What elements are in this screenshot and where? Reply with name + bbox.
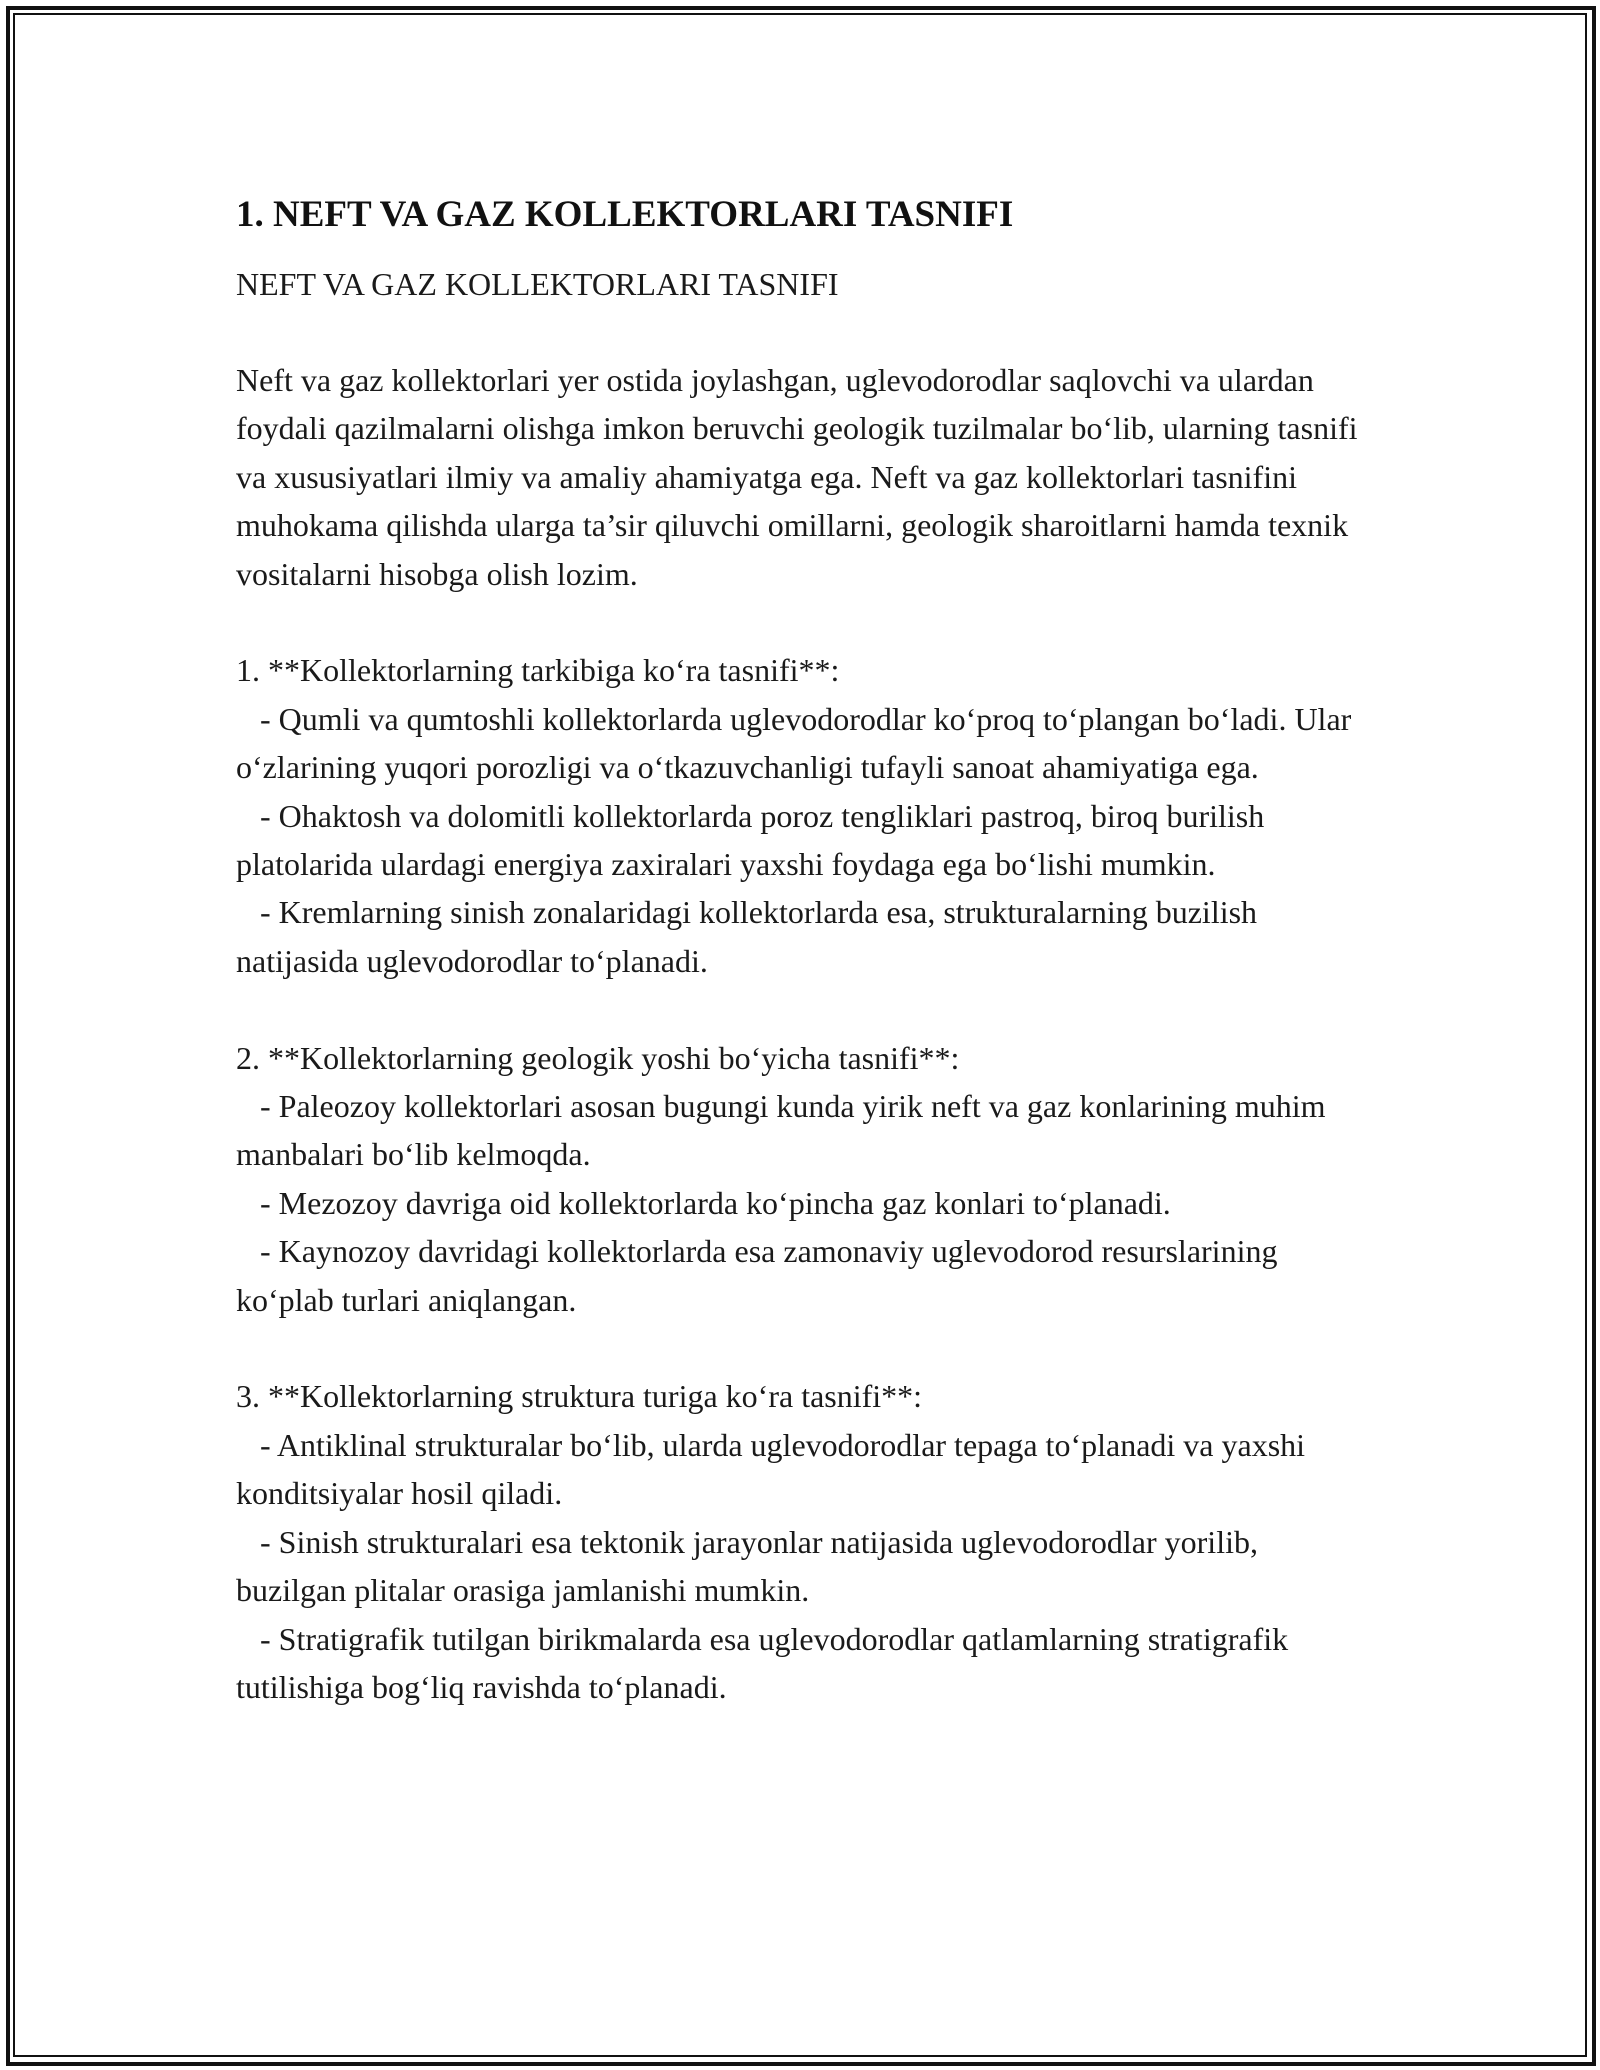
list-item: - Sinish strukturalari esa tektonik jarayonlar natijasida uglevodorodlar yorilib, buzilgan plitalar orasiga jamlanishi mumkin. xyxy=(236,1523,1258,1609)
list-item: - Antiklinal strukturalar bo‘lib, ularda uglevodorodlar tepaga to‘planadi va yaxshi konditsiyalar hosil qiladi. xyxy=(236,1426,1306,1512)
section-title: 1. **Kollektorlarning tarkibiga ko‘ra tasnifi**: xyxy=(236,652,840,689)
document-heading: 1. NEFT VA GAZ KOLLEKTORLARI TASNIFI xyxy=(236,194,1014,235)
section-title: 3. **Kollektorlarning struktura turiga ko‘ra tasnifi**: xyxy=(236,1378,923,1415)
section-structure-type xyxy=(236,1372,1376,1711)
document-body xyxy=(236,190,1376,1711)
list-item: - Stratigrafik tutilgan birikmalarda esa uglevodorodlar qatlamlarning stratigrafik tutilishiga bog‘liq ravishda to‘planadi. xyxy=(236,1620,1289,1705)
list-item: - Qumli va qumtoshli kollektorlarda uglevodorodlar ko‘proq to‘plangan bo‘ladi. Ular o‘zlarining yuqori porozligi va o‘tkazuvchanligi tufayli sanoat ahamiyatiga ega. xyxy=(236,700,1352,786)
list-item: - Kaynozoy davridagi kollektorlarda esa zamonaviy uglevodorod resurslarining ko‘plab turlari aniqlangan. xyxy=(236,1233,1278,1318)
list-item: - Ohaktosh va dolomitli kollektorlarda poroz tengliklari pastroq, biroq burilish platolarida ulardagi energiya zaxiralari yaxshi foydaga ega bo‘lishi mumkin. xyxy=(236,797,1265,883)
list-item: - Paleozoy kollektorlari asosan bugungi kunda yirik neft va gaz konlarining muhim manbalari bo‘lib kelmoqda. xyxy=(236,1088,1326,1173)
list-item: - Mezozoy davriga oid kollektorlarda ko‘pincha gaz konlari to‘planadi. xyxy=(236,1184,1171,1221)
section-composition xyxy=(236,646,1376,985)
list-item: - Kremlarning sinish zonalaridagi kollektorlarda esa, strukturalarning buzilish natijasida uglevodorodlar to‘planadi. xyxy=(236,894,1258,979)
document-subtitle: NEFT VA GAZ KOLLEKTORLARI TASNIFI xyxy=(236,266,839,302)
intro-paragraph: Neft va gaz kollektorlari yer ostida joylashgan, uglevodorodlar saqlovchi va ulardan foydali qazilmalarni olishga imkon beruvchi geologik tuzilmalar bo‘lib, ularning tasnifi va xususiyatlari ilmiy va amaliy ahamiyatga ega. Neft va gaz kollektorlari tasnifini muhokama qilishda ularga ta’sir qiluvchi omillarni, geologik sharoitlarni hamda texnik vositalarni hisobga olish lozim. xyxy=(236,362,1358,592)
section-geologic-age xyxy=(236,1034,1376,1324)
section-title: 2. **Kollektorlarning geologik yoshi bo‘yicha tasnifi**: xyxy=(236,1039,960,1076)
